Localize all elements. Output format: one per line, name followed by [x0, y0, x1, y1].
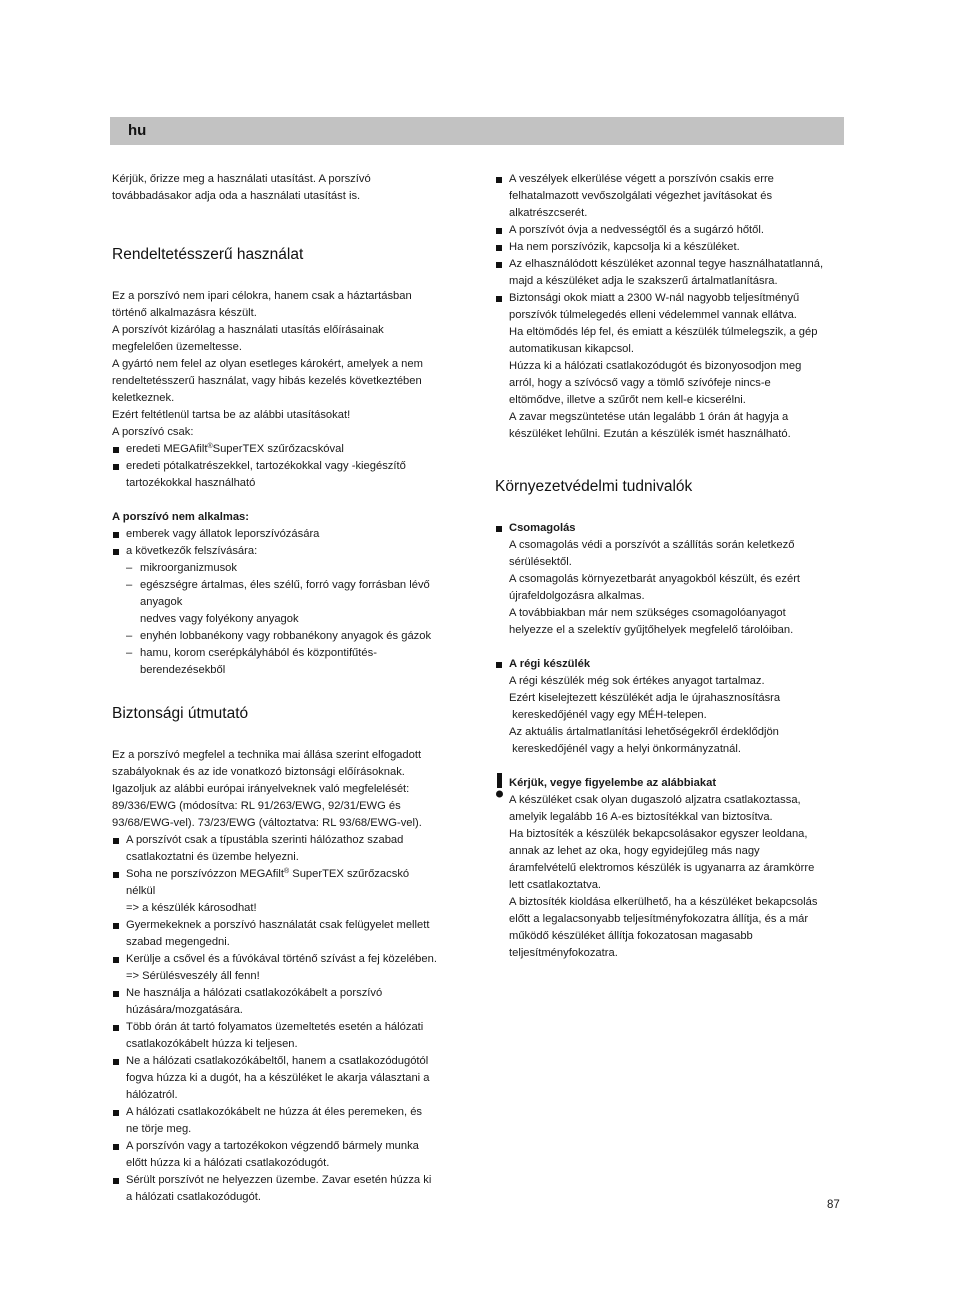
bullet-continuation: csatlakozókábelt húzza ki teljesen. [126, 1038, 298, 1050]
dash-item: – hamu, korom cserépkályhából és központifűtés- [126, 647, 377, 659]
paragraph-line: teljesítményfokozatra. [509, 947, 618, 959]
bullet-item: Kerülje a csővel és a fúvókával történő szívást a fej közelében. [112, 951, 458, 968]
paragraph-line: szabályoknak és az ide vonatkozó biztonsági előírásoknak. [112, 766, 405, 778]
left-column [112, 171, 458, 1206]
bullet-continuation: előtt húzza ki a hálózati csatlakozódugót. [126, 1157, 330, 1169]
dash-continuation: nedves vagy folyékony anyagok [140, 613, 299, 625]
bullet-item: Több órán át tartó folyamatos üzemeltetés esetén a hálózati [112, 1019, 458, 1036]
bullet-continuation: arról, hogy a szívócső vagy a tömlő szívófeje nincs-e [509, 377, 771, 389]
subheading-old-appliance: A régi készülék [495, 656, 843, 673]
paragraph-line: helyezze el a szelektív gyűjtőhelyek megfelelő tárolóiban. [509, 624, 794, 636]
bullet-item: Ne használja a hálózati csatlakozókábelt a porszívó [112, 985, 458, 1002]
bullet-continuation: fogva húzza ki a dugót, ha a készüléket le akarja választani a [126, 1072, 430, 1084]
subheading-not-suitable: A porszívó nem alkalmas: [112, 511, 249, 523]
bullet-continuation: nélkül [126, 885, 156, 897]
bullet-item: A veszélyek elkerülése végett a porszívón csakis erre [495, 171, 843, 188]
paragraph-line: kereskedőjénél vagy egy MÉH-telepen. [509, 709, 707, 721]
bullet-continuation: eltömődve, illetve a szűrőt nem kell-e kicserélni. [509, 394, 746, 406]
bullet-item: Sérült porszívót ne helyezzen üzembe. Zavar esetén húzza ki [112, 1172, 458, 1189]
bullet-continuation: majd a készüléket adja le szakszerű ártalmatlanításra. [509, 275, 778, 287]
intro-line: továbbadásakor adja oda a használati utasítást is. [112, 190, 361, 202]
intro-line: Kérjük, őrizze meg a használati utasítást. A porszívó [112, 173, 371, 185]
paragraph-line: A továbbiakban már nem szükséges csomagolóanyagot [509, 607, 786, 619]
paragraph-line: Ezért feltétlenül tartsa be az alábbi utasításokat! [112, 409, 351, 421]
paragraph-line: A csomagolás környezetbarát anyagokból készült, és ezért [509, 573, 801, 585]
paragraph-line: rendeltetésszerű használat, vagy hibás kezelés következtében [112, 375, 422, 387]
bullet-item: A porszívót csak a típustábla szerinti hálózathoz szabad [112, 832, 458, 849]
paragraph-line: 89/336/EWG (módosítva: RL 91/263/EWG, 92/31/EWG és [112, 800, 401, 812]
section-title-intended-use: Rendeltetésszerű használat [112, 246, 304, 263]
bullet-item: Ne a hálózati csatlakozókábeltől, hanem a csatlakozódugótól [112, 1053, 458, 1070]
paragraph-line: A készüléket csak olyan dugaszoló aljzatra csatlakoztassa, [509, 794, 801, 806]
paragraph-line: áramfelvételű elektromos készülék is ugyanarra az áramkörre [509, 862, 815, 874]
paragraph-line: A biztosíték kioldása elkerülhető, ha a készüléket bekapcsolás [509, 896, 818, 908]
bullet-item: Soha ne porszívózzon MEGAfilt® SuperTEX szűrőzacskó [112, 866, 458, 883]
bullet-continuation: automatikusan kikapcsol. [509, 343, 634, 355]
paragraph-line: 93/68/EWG-vel). 73/23/EWG (változtatva: RL 93/68/EWG-vel). [112, 817, 422, 829]
page-number: 87 [827, 1199, 840, 1211]
dash-continuation: anyagok [140, 596, 183, 608]
paragraph-line: lett csatlakoztatva. [509, 879, 602, 891]
bullet-continuation: => a készülék károsodhat! [126, 902, 257, 914]
bullet-continuation: Ha eltömődés lép fel, és emiatt a készülék túlmelegszik, a gép [509, 326, 818, 338]
paragraph-line: A csomagolás védi a porszívót a szállítás során keletkező [509, 539, 795, 551]
exclamation-icon [495, 773, 503, 799]
paragraph-line: Igazoljuk az alábbi európai irányelveknek való megfelelését: [112, 783, 410, 795]
dash-item: – enyhén lobbanékony vagy robbanékony anyagok és gázok [126, 630, 432, 642]
warning-title: Kérjük, vegye figyelembe az alábbiakat [509, 777, 717, 789]
dash-item: – egészségre ártalmas, éles szélű, forró vagy forrásban lévő [126, 579, 430, 591]
subheading-packaging: Csomagolás [495, 520, 843, 537]
dash-item: – mikroorganizmusok [126, 562, 237, 574]
bullet-continuation: ne törje meg. [126, 1123, 192, 1135]
paragraph-line: A régi készülék még sok értékes anyagot tartalmaz. [509, 675, 765, 687]
paragraph-line: sérülésektől. [509, 556, 572, 568]
right-column [495, 171, 843, 962]
bullet-item: A porszívót óvja a nedvességtől és a sugárzó hőtől. [495, 222, 843, 239]
bullet-continuation: csatlakoztatni és üzembe helyezni. [126, 851, 299, 863]
bullet-continuation: készüléket lehűlni. Ezután a készülék ismét használható. [509, 428, 791, 440]
section-title-safety: Biztonsági útmutató [112, 705, 249, 722]
paragraph-line: működő készüléket állítja fokozatosan magasabb [509, 930, 753, 942]
language-code: hu [128, 122, 147, 139]
bullet-continuation: Húzza ki a hálózati csatlakozódugót és bizonyosodjon meg [509, 360, 802, 372]
paragraph-line: Ez a porszívó nem ipari célokra, hanem csak a háztartásban [112, 290, 412, 302]
paragraph-line: Az aktuális ártalmatlanítási lehetőségekről érdeklődjön [509, 726, 779, 738]
bullet-item: eredeti pótalkatrészekkel, tartozékokkal vagy -kiegészítő [112, 458, 458, 475]
paragraph-line: Ez a porszívó megfelel a technika mai állása szerint elfogadott [112, 749, 422, 761]
bullet-item: eredeti MEGAfilt®SuperTEX szűrőzacskóval [112, 441, 458, 458]
bullet-continuation: felhatalmazott vevőszolgálati végezhet javításokat és [509, 190, 773, 202]
language-header-bar [110, 117, 844, 145]
bullet-continuation: húzására/mozgatására. [126, 1004, 243, 1016]
bullet-continuation: szabad megengedni. [126, 936, 230, 948]
bullet-continuation: alkatrészcserét. [509, 207, 588, 219]
paragraph-line: Ha biztosíték a készülék bekapcsolásakor egyszer leoldana, [509, 828, 808, 840]
bullet-continuation: tartozékokkal használható [126, 477, 256, 489]
bullet-continuation: a hálózati csatlakozódugót. [126, 1191, 261, 1203]
paragraph-line: A gyártó nem felel az olyan esetleges károkért, amelyek a nem [112, 358, 423, 370]
bullet-continuation: hálózatról. [126, 1089, 178, 1101]
warning-note [495, 775, 843, 962]
paragraph-line: újrafeldolgozásra alkalmas. [509, 590, 645, 602]
paragraph-line: amelyik legalább 16 A-es biztosítékkal van biztosítva. [509, 811, 773, 823]
bullet-continuation: A zavar megszüntetése után legalább 1 órán át hagyja a [509, 411, 789, 423]
paragraph-line: előtt a legalacsonyabb teljesítményfokozatra állítja, és a már [509, 913, 809, 925]
bullet-item: A porszívón vagy a tartozékokon végzendő bármely munka [112, 1138, 458, 1155]
bullet-item: A hálózati csatlakozókábelt ne húzza át éles peremeken, és [112, 1104, 458, 1121]
paragraph-line: Ezért kiselejtezett készülékét adja le újrahasznosításra [509, 692, 781, 704]
paragraph-line: megfelelően üzemeltesse. [112, 341, 242, 353]
bullet-continuation: => Sérülésveszély áll fenn! [126, 970, 260, 982]
bullet-item: Az elhasználódott készüléket azonnal tegye használhatatlanná, [495, 256, 843, 273]
section-title-environment: Környezetvédelmi tudnivalók [495, 478, 693, 495]
paragraph-line: A porszívót kizárólag a használati utasítás előírásainak [112, 324, 384, 336]
paragraph-line: keletkeznek. [112, 392, 175, 404]
paragraph-line: A porszívó csak: [112, 426, 194, 438]
bullet-item: Gyermekeknek a porszívó használatát csak felügyelet mellett [112, 917, 458, 934]
bullet-item: a következők felszívására: [112, 543, 458, 560]
paragraph-line: kereskedőjénél vagy a helyi önkormányzatnál. [509, 743, 741, 755]
bullet-continuation: porszívók túlmelegedés elleni védelemmel vannak ellátva. [509, 309, 797, 321]
paragraph-line: történő alkalmazásra készült. [112, 307, 257, 319]
paragraph-line: annak az lehet az oka, hogy egyidejűleg más nagy [509, 845, 760, 857]
bullet-item: emberek vagy állatok leporszívózására [112, 526, 458, 543]
dash-continuation: berendezésekből [140, 664, 226, 676]
bullet-item: Ha nem porszívózik, kapcsolja ki a készüléket. [495, 239, 843, 256]
bullet-item: Biztonsági okok miatt a 2300 W-nál nagyobb teljesítményű [495, 290, 843, 307]
